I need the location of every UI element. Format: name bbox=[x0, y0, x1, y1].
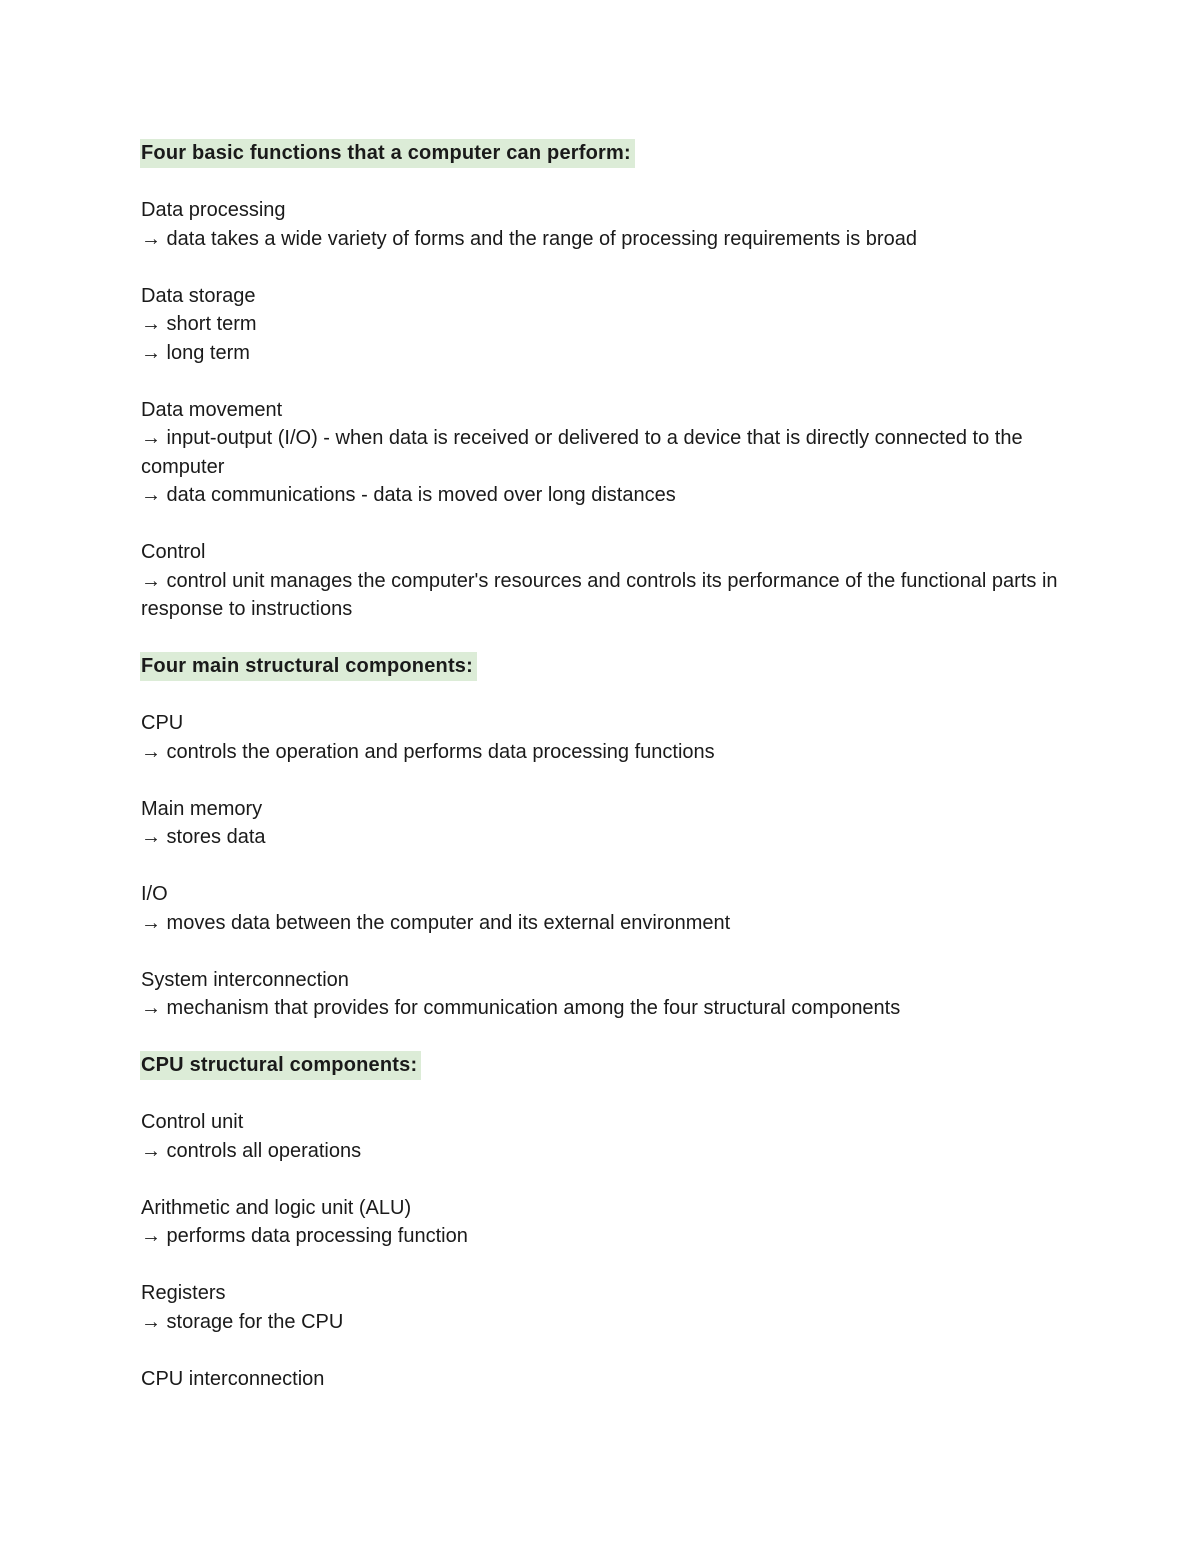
item-title: CPU bbox=[141, 712, 184, 734]
item-title: Data storage bbox=[141, 284, 256, 307]
item-detail: → control unit manages the computer's resources and controls its performance of the functional parts in response to instructions bbox=[141, 569, 1058, 620]
section-cpu-components bbox=[141, 1051, 1081, 1393]
item-detail: → data takes a wide variety of forms and the range of processing requirements is broad bbox=[141, 227, 917, 250]
list-item bbox=[141, 709, 1081, 766]
item-title: Control bbox=[141, 541, 206, 563]
list-item bbox=[141, 795, 1081, 852]
section-heading: Four main structural components: bbox=[140, 652, 477, 681]
item-detail: → mechanism that provides for communication among the four structural components bbox=[141, 997, 901, 1019]
list-item bbox=[141, 538, 1081, 624]
item-title: Data movement bbox=[141, 398, 283, 421]
item-title: Data processing bbox=[141, 199, 286, 221]
list-item bbox=[141, 196, 1081, 253]
list-item bbox=[141, 1279, 1081, 1336]
list-item bbox=[141, 282, 1081, 368]
item-detail: → data communications - data is moved over long distances bbox=[141, 484, 676, 506]
list-item bbox=[141, 880, 1081, 937]
item-title: Main memory bbox=[141, 797, 263, 820]
item-title: System interconnection bbox=[141, 968, 349, 991]
item-title: Registers bbox=[141, 1282, 226, 1304]
document-page bbox=[141, 139, 1081, 1393]
item-detail: → performs data processing function bbox=[141, 1225, 468, 1247]
item-detail: → moves data between the computer and its external environment bbox=[141, 911, 731, 934]
item-detail: → long term bbox=[141, 341, 250, 364]
item-title: Arithmetic and logic unit (ALU) bbox=[141, 1196, 412, 1219]
item-title: CPU interconnection bbox=[141, 1367, 325, 1390]
section-heading: CPU structural components: bbox=[140, 1051, 421, 1080]
section-heading: Four basic functions that a computer can perform: bbox=[140, 139, 635, 168]
item-title: Control unit bbox=[141, 1111, 244, 1133]
section-structural-components bbox=[141, 652, 1081, 1051]
list-item bbox=[141, 1194, 1081, 1251]
item-detail: → controls all operations bbox=[141, 1139, 362, 1162]
list-item bbox=[141, 966, 1081, 1023]
list-item bbox=[141, 1108, 1081, 1165]
section-basic-functions bbox=[141, 139, 1081, 652]
item-detail: → stores data bbox=[141, 826, 266, 848]
list-item bbox=[141, 396, 1081, 510]
item-detail: → controls the operation and performs data processing functions bbox=[141, 740, 715, 763]
item-detail: → input-output (I/O) - when data is received or delivered to a device that is directly connected to the computer bbox=[141, 427, 1023, 478]
item-detail: → short term bbox=[141, 313, 257, 335]
item-detail: → storage for the CPU bbox=[141, 1310, 344, 1333]
item-title: I/O bbox=[141, 883, 168, 905]
list-item bbox=[141, 1365, 1081, 1394]
